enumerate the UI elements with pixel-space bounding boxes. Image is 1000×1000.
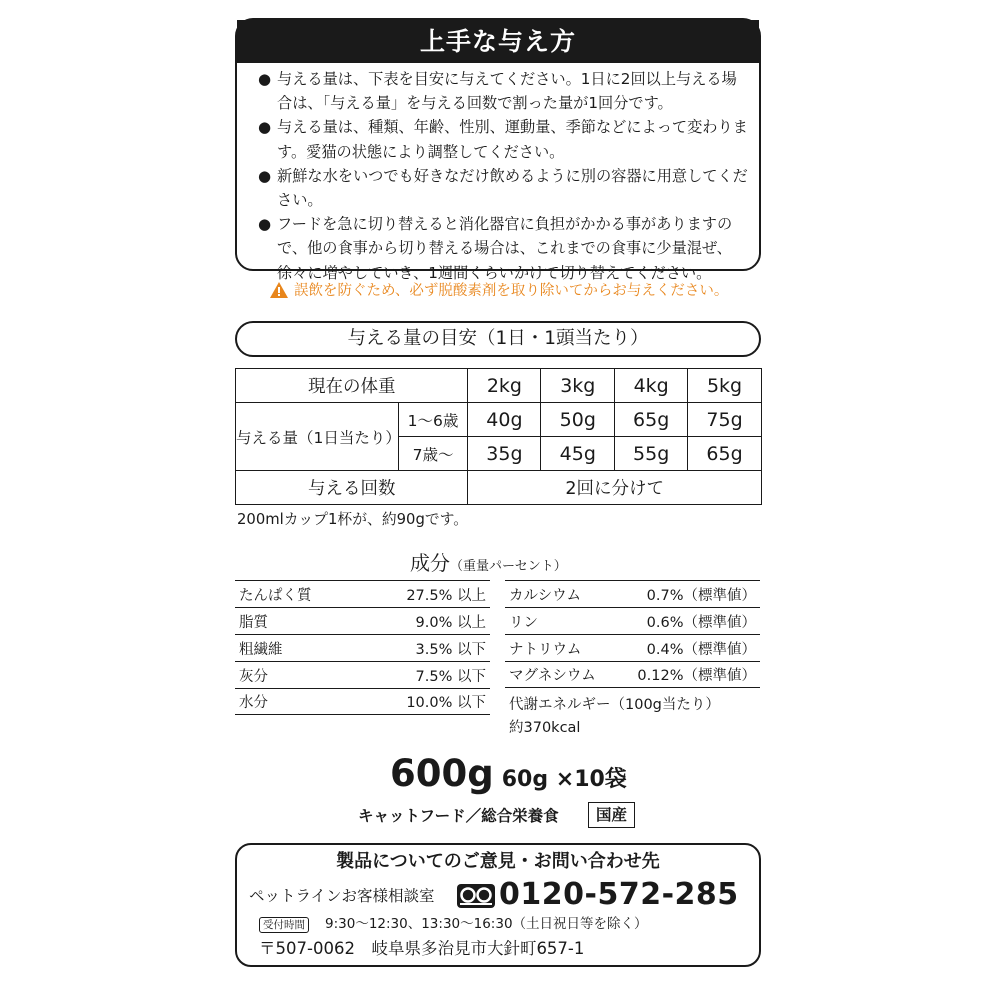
amount-cell: 75g bbox=[688, 403, 762, 437]
amount-cell: 35g bbox=[468, 437, 541, 471]
amount-cell: 55g bbox=[615, 437, 688, 471]
weight-label: 現在の体重 bbox=[236, 369, 468, 403]
business-hours: 9:30〜12:30、13:30〜16:30（土日祝日等を除く） bbox=[325, 916, 648, 932]
free-dial-icon bbox=[457, 884, 495, 908]
list-item: 粗繊維 3.5% 以下 bbox=[235, 634, 490, 661]
feeding-table bbox=[235, 368, 762, 505]
bullet-icon: ● bbox=[258, 215, 272, 234]
feeding-tips-title: 上手な与え方 bbox=[237, 20, 759, 63]
list-item: リン 0.6%（標準値） bbox=[505, 607, 760, 634]
list-item: マグネシウム 0.12%（標準値） bbox=[505, 661, 760, 688]
list-item: カルシウム 0.7%（標準値） bbox=[505, 580, 760, 607]
weight-cell: 5kg bbox=[688, 369, 762, 403]
list-item: 脂質 9.0% 以上 bbox=[235, 607, 490, 634]
product-category: キャットフード／総合栄養食 bbox=[358, 807, 559, 825]
contact-name: ペットラインお客様相談室 bbox=[249, 887, 435, 905]
amount-cell: 45g bbox=[541, 437, 615, 471]
composition-subtitle: （重量パーセント） bbox=[450, 559, 567, 574]
amount-cell: 40g bbox=[468, 403, 541, 437]
total-weight: 600g bbox=[390, 752, 494, 795]
table-row bbox=[236, 471, 762, 505]
amount-cell: 65g bbox=[688, 437, 762, 471]
oxygen-absorber-warning bbox=[270, 280, 750, 302]
tip-item: ● 与える量は、下表を目安に与えてください。1日に2回以上与える場合は、「与える量」を与える回数で割った量が1回分です。 bbox=[259, 67, 749, 115]
warning-icon bbox=[270, 282, 288, 298]
feeding-tips-list bbox=[237, 63, 759, 285]
energy-label: 代謝エネルギー（100g当たり） bbox=[509, 697, 720, 713]
composition-list-right bbox=[505, 580, 760, 688]
contact-box bbox=[235, 843, 761, 967]
table-row bbox=[236, 403, 762, 437]
tip-item: ● 新鮮な水をいつでも好きなだけ飲めるように別の容器に用意してください。 bbox=[259, 164, 749, 212]
age-label: 1〜6歳 bbox=[398, 403, 468, 437]
weight-cell: 2kg bbox=[468, 369, 541, 403]
list-item: 灰分 7.5% 以下 bbox=[235, 661, 490, 688]
amount-label: 与える量（1日当たり） bbox=[236, 403, 399, 471]
times-label: 与える回数 bbox=[236, 471, 468, 505]
cup-note: 200mlカップ1杯が、約90gです。 bbox=[237, 511, 469, 528]
energy-value: 約370kcal bbox=[509, 720, 581, 736]
phone-number[interactable]: 0120-572-285 bbox=[499, 877, 739, 912]
tip-item: ● フードを急に切り替えると消化器官に負担がかかる事がありますので、他の食事から切り替える場合は、これまでの食事に少量混ぜ、徐々に増やしていき、1週間くらいかけて切り替えてください。 bbox=[259, 212, 749, 285]
energy-info bbox=[509, 694, 720, 740]
table-row bbox=[236, 369, 762, 403]
pack-count: 60g ×10袋 bbox=[501, 767, 627, 792]
hours-label: 受付時間 bbox=[259, 917, 309, 933]
times-value: 2回に分けて bbox=[468, 471, 762, 505]
list-item: ナトリウム 0.4%（標準値） bbox=[505, 634, 760, 661]
contact-title: 製品についてのご意見・お問い合わせ先 bbox=[336, 851, 660, 872]
composition-title: 成分（重量パーセント） bbox=[410, 551, 567, 575]
feeding-guide-title: 与える量の目安（1日・1頭当たり） bbox=[235, 321, 761, 357]
warning-text: 誤飲を防ぐため、必ず脱酸素剤を取り除いてからお与えください。 bbox=[294, 283, 729, 299]
list-item: 水分 10.0% 以下 bbox=[235, 688, 490, 715]
tip-item: ● 与える量は、種類、年齢、性別、運動量、季節などによって変わります。愛猫の状態により調整してください。 bbox=[259, 115, 749, 163]
weight-cell: 4kg bbox=[615, 369, 688, 403]
bullet-icon: ● bbox=[258, 166, 272, 185]
net-weight bbox=[390, 752, 627, 795]
age-label: 7歳〜 bbox=[398, 437, 468, 471]
weight-cell: 3kg bbox=[541, 369, 615, 403]
amount-cell: 50g bbox=[541, 403, 615, 437]
bullet-icon: ● bbox=[258, 70, 272, 88]
feeding-tips-box bbox=[235, 18, 761, 282]
amount-cell: 65g bbox=[615, 403, 688, 437]
list-item: たんぱく質 27.5% 以上 bbox=[235, 580, 490, 607]
origin-badge: 国産 bbox=[588, 802, 635, 828]
address: 〒507-0062 岐阜県多治見市大針町657-1 bbox=[259, 939, 585, 958]
composition-list-left bbox=[235, 580, 490, 715]
bullet-icon: ● bbox=[258, 118, 272, 137]
